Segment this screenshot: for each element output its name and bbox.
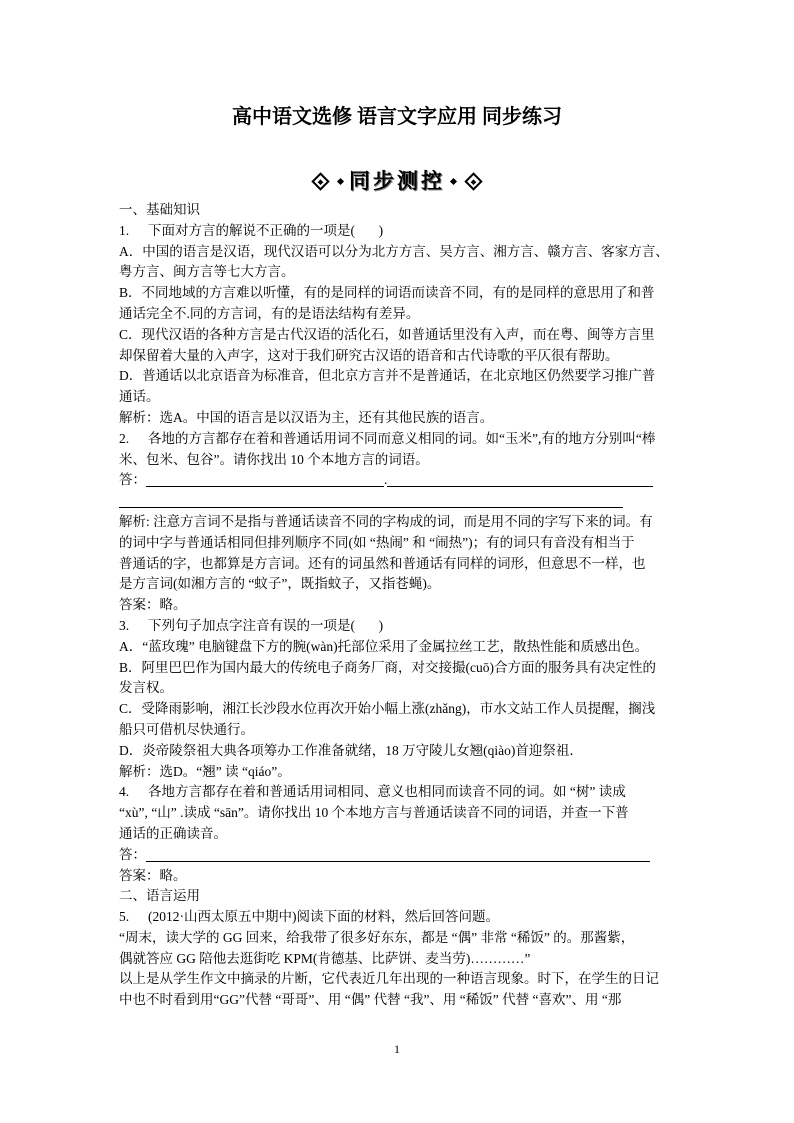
answer-blank xyxy=(119,495,623,508)
section-heading: 一、基础知识 xyxy=(119,202,200,217)
page-title: 高中语文选修 语言文字应用 同步练习 xyxy=(232,106,562,128)
small-diamond-icon xyxy=(337,177,344,184)
option-b: B．阿里巴巴作为国内最大的传统电子商务厂商，对交接撮(cuō)合方面的服务具有决定性的 xyxy=(119,659,656,675)
question-text: (2012·山西太原五中期中)阅读下面的材料，然后回答问题。 xyxy=(148,909,499,925)
option-a-continued: 粤方言、闽方言等七大方言。 xyxy=(119,264,295,280)
question-text: 各地的方言都存在着和普通话用词不同而意义相同的词。如“玉米”,有的地方分别叫“棒 xyxy=(148,430,656,446)
option-d-continued: 通话。 xyxy=(119,389,160,405)
page-number: 1 xyxy=(394,1042,400,1056)
analysis-text-continued: 是方言词(如湘方言的 “蚊子”，既指蚊子，又指苍蝇)。 xyxy=(119,576,441,592)
passage-text-continued: 中也不时看到用“GG”代替 “哥哥”、用 “偶” 代替 “我”、用 “稀饭” 代替 “喜欢”、用 “那 xyxy=(119,992,622,1008)
question-number: 4. xyxy=(119,784,130,800)
option-a: A．中国的语言是汉语，现代汉语可以分为北方方言、吴方言、湘方言、赣方言、客家方言、 xyxy=(119,243,669,259)
question-stem xyxy=(119,907,679,928)
small-diamond-icon xyxy=(450,177,457,184)
diamond-ornament-icon xyxy=(464,172,482,190)
question-number: 3. xyxy=(119,617,130,633)
passage-text: 以上是从学生作文中摘录的片断，它代表近几年出现的一种语言现象。时下，在学生的日记 xyxy=(119,971,659,987)
exercise-body xyxy=(119,200,679,1011)
answer-line xyxy=(119,491,679,512)
question-number: 5. xyxy=(119,909,130,925)
question-text: 下列句子加点字注音有误的一项是( ) xyxy=(148,617,384,633)
analysis-text: 解析：选D。“翘” 读 “qiáo”。 xyxy=(119,763,291,779)
answer-text: 答案：略。 xyxy=(119,867,187,883)
answer-text: 答案：略。 xyxy=(119,597,187,613)
answer-blank xyxy=(387,474,653,487)
answer-line xyxy=(119,470,679,491)
question-number: 2. xyxy=(119,430,130,446)
question-stem xyxy=(119,782,679,803)
answer-label: 答： xyxy=(119,846,146,862)
question-text: 下面对方言的解说不正确的一项是( ) xyxy=(148,222,384,238)
question-text-continued: 米、包米、包谷”。请你找出 10 个本地方言的词语。 xyxy=(119,451,429,467)
analysis-text: 解析: 注意方言词不是指与普通话读音不同的字构成的词，而是用不同的字写下来的词。有 xyxy=(119,513,653,529)
section-heading: 二、语言运用 xyxy=(119,888,200,904)
answer-label: 答： xyxy=(119,472,146,488)
section-banner xyxy=(297,170,497,192)
option-c-continued: 却保留着大量的入声字，这对于我们研究古汉语的语音和古代诗歌的平仄很有帮助。 xyxy=(119,347,619,363)
answer-line xyxy=(119,845,679,866)
blank-separator: . xyxy=(384,472,388,488)
analysis-text-continued: 的词中字与普通话相同但排列顺序不同(如 “热闹” 和 “闹热”)；有的词只有音没有相当于 xyxy=(119,534,635,550)
reading-material-continued: 偶就答应 GG 陪他去逛街吃 KPM(肯德基、比萨饼、麦当劳)…………” xyxy=(119,950,531,966)
banner-label: 同步测控 xyxy=(349,169,445,193)
question-stem xyxy=(119,616,679,637)
option-c: C．现代汉语的各种方言是古代汉语的活化石，如普通话里没有入声，而在粤、闽等方言里 xyxy=(119,326,655,342)
diamond-ornament-icon xyxy=(311,172,329,190)
reading-material: “周末，读大学的 GG 回来，给我带了很多好东东，都是 “偶” 非常 “稀饭” 的。那酱紫， xyxy=(119,929,635,945)
option-b: B．不同地域的方言难以听懂，有的是同样的词语而读音不同，有的是同样的意思用了和普 xyxy=(119,285,655,301)
question-text-continued: 通话的正确读音。 xyxy=(119,825,227,841)
option-a: A．“蓝玫瑰” 电脑键盘下方的腕(wàn)托部位采用了金属拉丝工艺，散热性能和质感出色。 xyxy=(119,638,649,654)
question-text: 各地方言都存在着和普通话用词相同、意义也相同而读音不同的词。如 “树” 读成 xyxy=(148,784,626,800)
option-b-continued: 发言权。 xyxy=(119,680,173,696)
option-c: C．受降雨影响，湘江长沙段水位再次开始小幅上涨(zhǎng)，市水文站工作人员提醒，搁浅 xyxy=(119,701,656,717)
question-text-continued: “xù”, “山” .读成 “sān”。请你找出 10 个本地方言与普通话读音不同的词语，并查一下普 xyxy=(119,805,629,821)
analysis-text-continued: 普通话的字，也都算是方言词。还有的词虽然和普通话有同样的词形，但意思不一样，也 xyxy=(119,555,646,571)
answer-blank xyxy=(146,849,650,862)
question-number: 1. xyxy=(119,222,130,238)
option-d: D．炎帝陵祭祖大典各项筹办工作准备就绪，18 万守陵儿女翘(qiào)首迎祭祖． xyxy=(119,742,583,758)
question-stem xyxy=(119,221,679,242)
option-d: D．普通话以北京语音为标准音，但北京方言并不是普通话，在北京地区仍然要学习推广普 xyxy=(119,368,656,384)
analysis-text: 解析：选A。中国的语言是以汉语为主，还有其他民族的语言。 xyxy=(119,409,494,425)
question-stem xyxy=(119,429,679,450)
option-b-continued: 通话完全不.同的方言词，有的是语法结构有差异。 xyxy=(119,305,420,321)
option-c-continued: 船只可借机尽快通行。 xyxy=(119,721,254,737)
answer-blank xyxy=(146,474,384,487)
